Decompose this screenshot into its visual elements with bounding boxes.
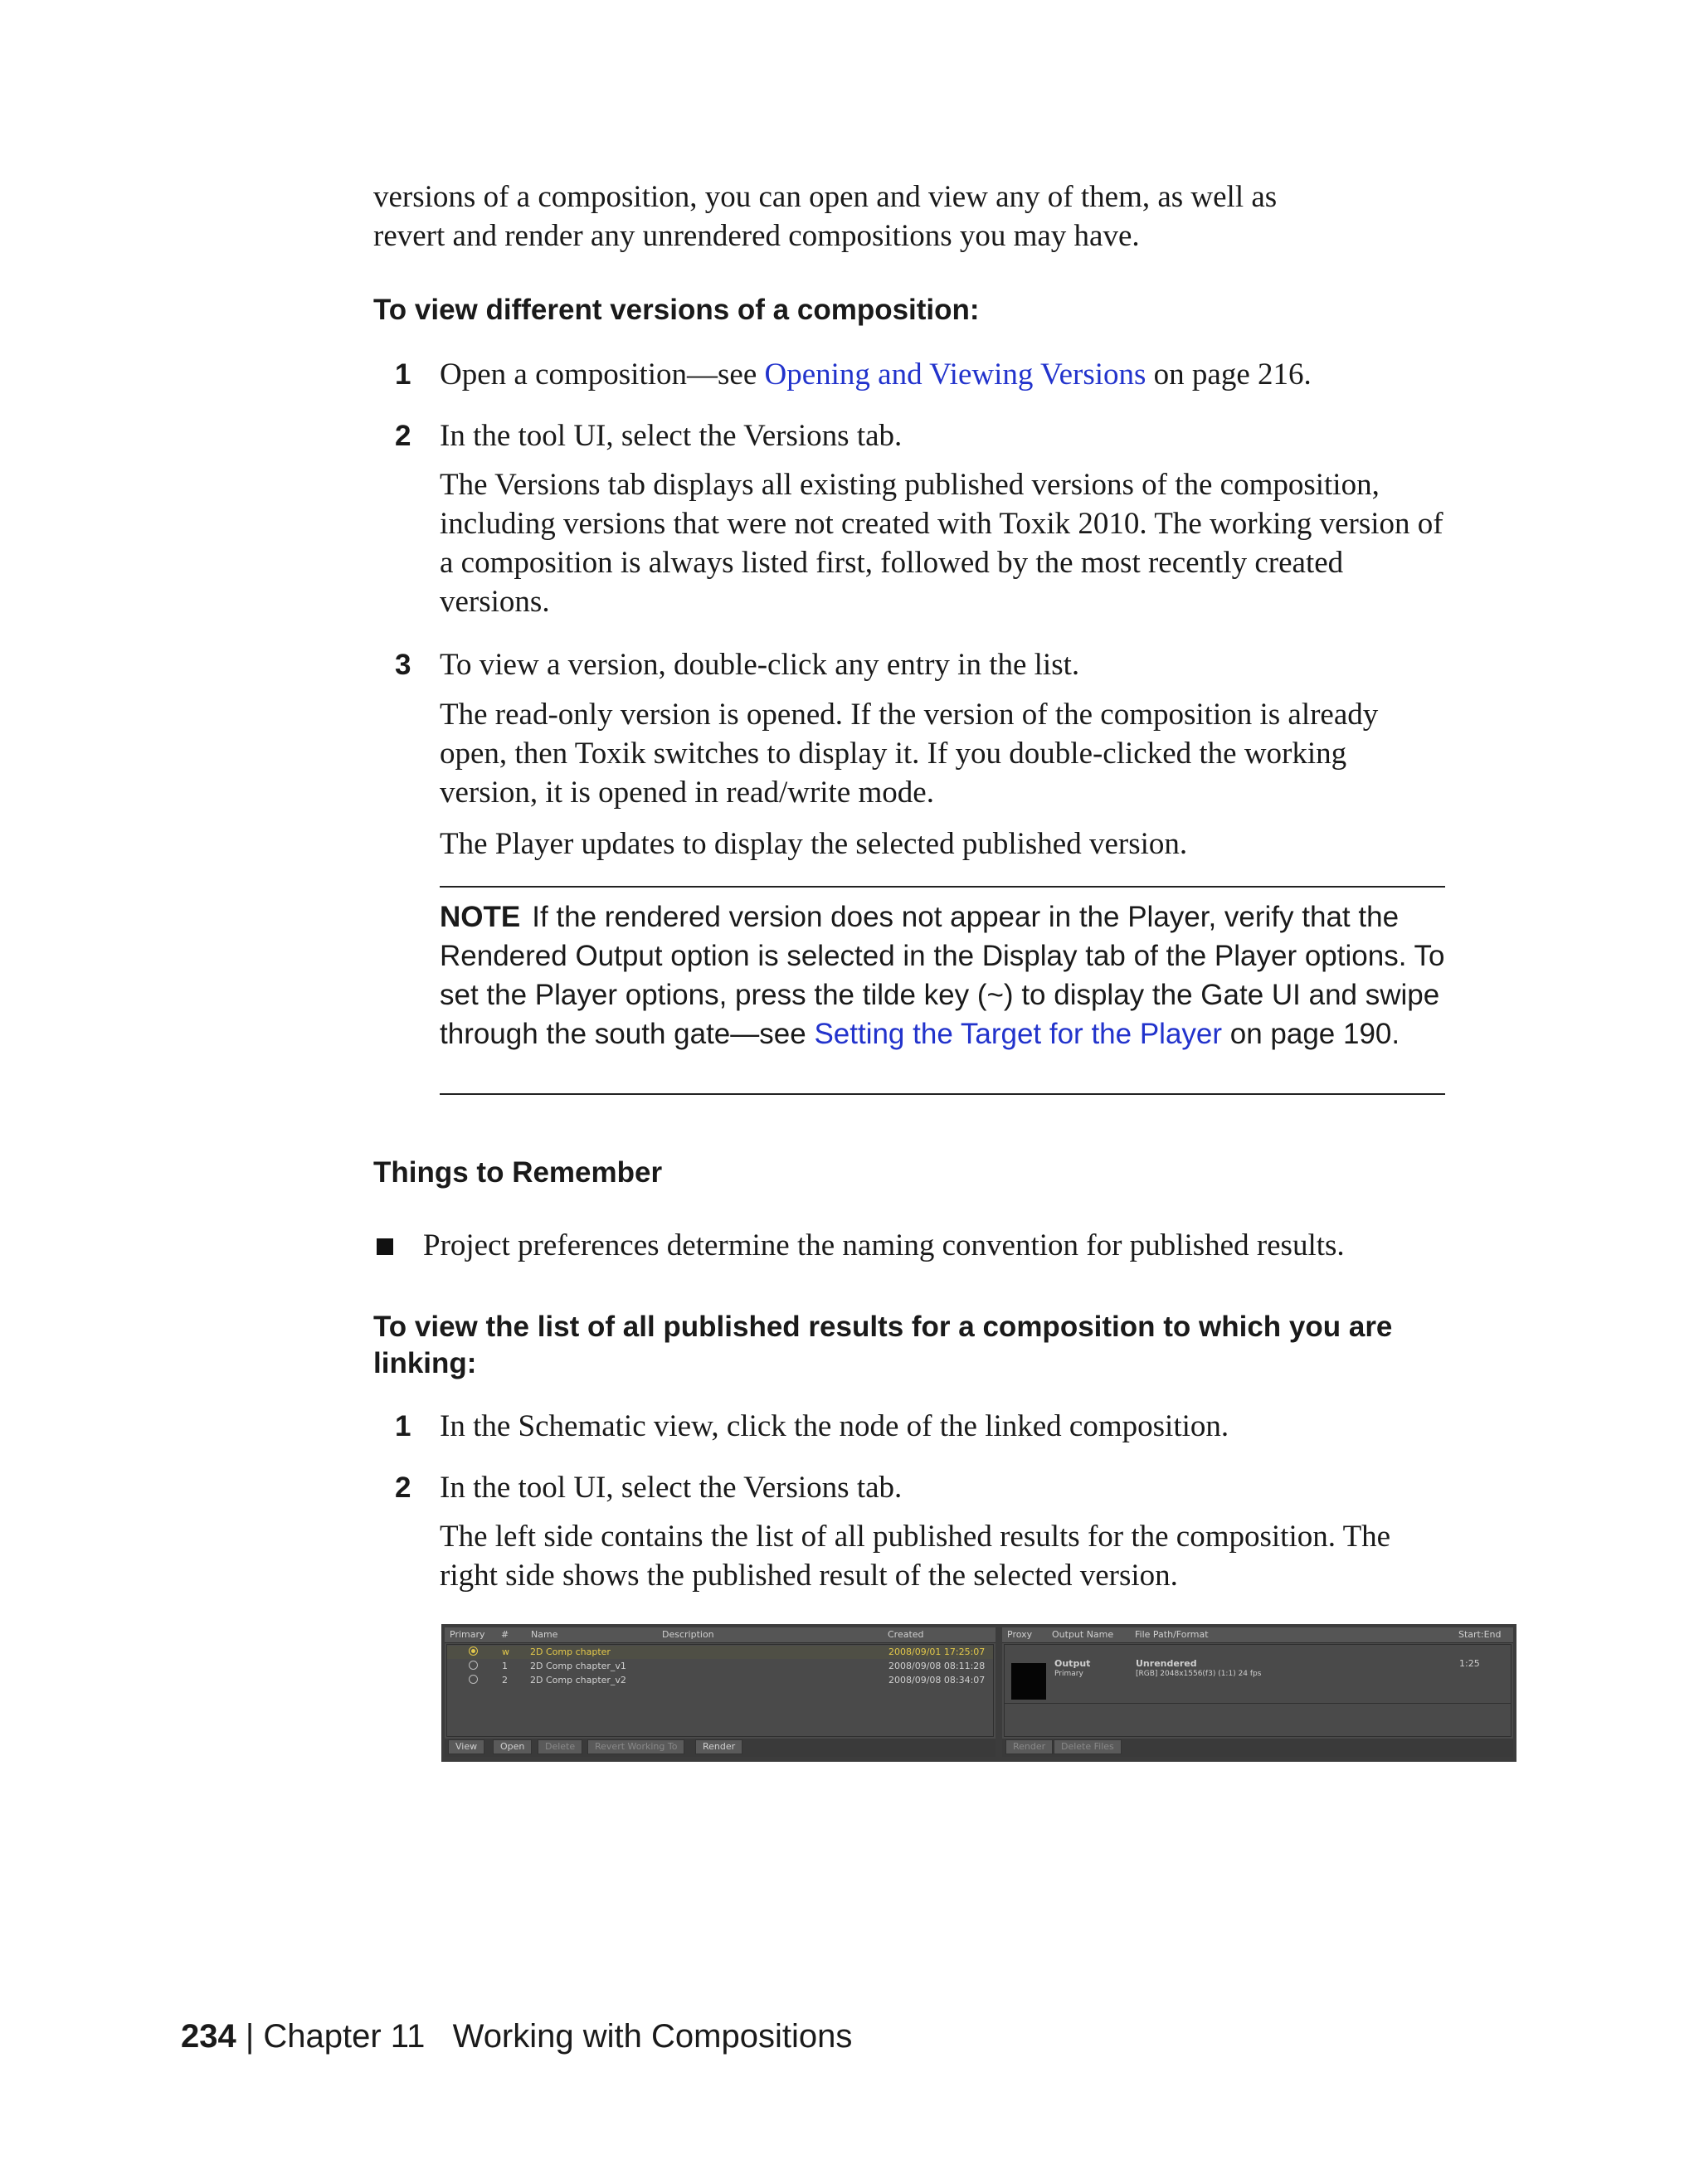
step-number: 1 [395,358,411,391]
published-result-list [1004,1644,1512,1737]
output-name: Output [1054,1658,1091,1669]
col-number[interactable]: # [501,1629,509,1640]
versions-list-header [445,1627,996,1643]
open-button[interactable]: Open [493,1739,532,1754]
output-range: 1:25 [1459,1658,1480,1669]
primary-radio[interactable] [469,1675,478,1684]
version-row-v1[interactable] [447,1660,993,1673]
step-3-detail-2: The Player updates to display the selected published version. [440,827,1188,861]
page-number: 234 [181,2018,236,2055]
proxy-thumbnail [1011,1663,1046,1700]
primary-radio[interactable] [469,1661,478,1670]
step-text: In the tool UI, select the Versions tab. [440,419,903,453]
version-name: 2D Comp chapter_v2 [530,1675,626,1685]
version-num: w [502,1647,509,1657]
note-top-rule [440,886,1445,888]
primary-radio[interactable] [469,1647,478,1656]
step-number: 2 [395,420,411,452]
version-name: 2D Comp chapter_v1 [530,1661,626,1671]
col-created[interactable]: Created [888,1629,924,1640]
note-bottom-rule [440,1093,1445,1095]
col-proxy[interactable]: Proxy [1007,1629,1033,1640]
versions-list-panel [445,1627,996,1757]
footer-separator: | [236,2018,264,2055]
things-to-remember-heading [373,1155,1452,1191]
version-created: 2008/09/08 08:34:07 [888,1675,986,1685]
step-text: In the Schematic view, click the node of the linked composition. [440,1409,1229,1443]
delete-button[interactable]: Delete [538,1739,582,1754]
step-text-post: on page 216. [1146,358,1312,392]
section-heading-published-results [373,1309,1452,1382]
step-2-linked-detail: The left side contains the list of all published results for the composition. The right side shows the published result of the selected version. [440,1520,1391,1593]
col-file-path-format[interactable]: File Path/Format [1135,1629,1209,1640]
footer-chapter: Chapter 11 Working with Compositions [263,2018,853,2055]
link-setting-the-target-for-the-player[interactable]: Setting the Target for the Player [814,1018,1223,1050]
versions-list [446,1644,994,1737]
note-label: NOTE [440,901,521,933]
step-text: To view a version, double-click any entry in the list. [440,648,1080,682]
intro-line-2: revert and render any unrendered compositions you may have. [373,219,1140,253]
version-name: 2D Comp chapter [530,1647,611,1657]
col-description[interactable]: Description [662,1629,714,1640]
step-3-detail-1: The read-only version is opened. If the version of the composition is already open, then Toxik switches to display it. If you double-clicked the working version, it is opened in read/write mode. [440,698,1379,810]
result-divider [1005,1703,1511,1704]
col-primary[interactable]: Primary [450,1629,485,1640]
output-sub: Primary [1054,1670,1083,1678]
step-2-detail: The Versions tab displays all existing published versions of the composition, including versions that were not created with Toxik 2010. The working version of a composition is always listed first, followed by the most recently created versions. [440,468,1443,619]
intro-line-1: versions of a composition, you can open and view any of them, as well as [373,180,1278,214]
render-button[interactable]: Render [695,1739,742,1754]
version-created: 2008/09/08 08:11:28 [888,1661,986,1671]
step-text: In the tool UI, select the Versions tab. [440,1471,903,1505]
bullet-text: Project preferences determine the naming convention for published results. [423,1228,1345,1262]
published-result-panel [1002,1627,1513,1757]
published-button-bar [1002,1739,1513,1757]
version-num: 1 [502,1661,508,1671]
version-row-working[interactable] [447,1646,993,1659]
published-result-header [1002,1627,1513,1643]
link-opening-and-viewing-versions[interactable]: Opening and Viewing Versions [764,358,1146,392]
step-number: 2 [395,1471,411,1504]
heading-text: Things to Remember [373,1156,663,1189]
step-number: 3 [395,649,411,681]
page-footer [181,2016,852,2057]
col-name[interactable]: Name [531,1629,558,1640]
render-files-button[interactable]: Render [1005,1739,1053,1754]
view-button[interactable]: View [448,1739,484,1754]
note-box [440,897,1452,1053]
step-text-pre: Open a composition—see [440,358,765,392]
note-text-post: on page 190. [1222,1018,1400,1050]
delete-files-button[interactable]: Delete Files [1054,1739,1122,1754]
col-start-end[interactable]: Start:End [1458,1629,1502,1640]
section-heading-view-versions [373,292,1452,328]
step-text [440,355,1452,394]
versions-button-bar [445,1739,996,1757]
bullet-square-icon [377,1238,393,1255]
heading-text: To view different versions of a composition: [373,294,980,326]
note-text-pre: If the rendered version does not appear in the Player, verify that the Rendered Output option is selected in the Display tab of the Player options. To set the Player options, press the tilde key (~) to display the Gate UI and swipe through the south gate—see [440,901,1445,1050]
version-num: 2 [502,1675,508,1685]
step-number: 1 [395,1410,411,1442]
output-status: Unrendered [1136,1658,1197,1669]
versions-tab-screenshot [441,1624,1516,1762]
revert-working-to-button[interactable]: Revert Working To [587,1739,684,1754]
output-format: [RGB] 2048x1556(f3) (1:1) 24 fps [1136,1670,1262,1678]
version-created: 2008/09/01 17:25:07 [888,1647,986,1657]
intro-paragraph [373,178,1452,255]
col-output-name[interactable]: Output Name [1052,1629,1114,1640]
version-row-v2[interactable] [447,1674,993,1687]
heading-text: To view the list of all published results for a composition to which you are linking: [373,1311,1393,1379]
